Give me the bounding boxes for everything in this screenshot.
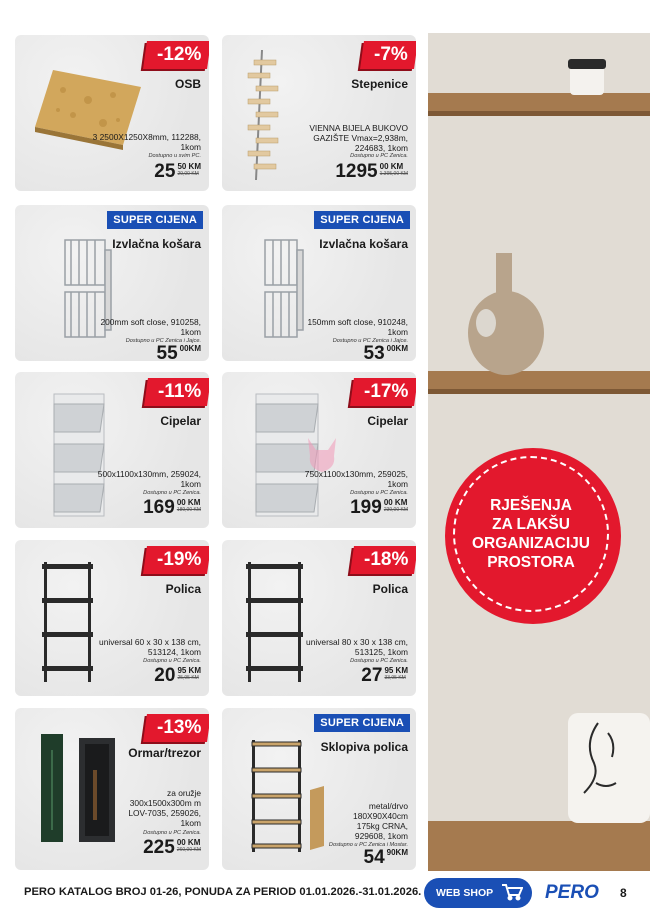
shelf-image xyxy=(40,560,100,690)
promo-line: ZA LAKŠU xyxy=(492,516,570,533)
price: 225 00 KM 260,00 KM xyxy=(143,837,201,858)
product-title: Sklopiva polica xyxy=(320,740,408,754)
price: 55 00KM xyxy=(156,343,201,361)
product-desc: metal/drvo 180X90X40cm 175kg CRNA, 929608, 1kom xyxy=(353,801,408,841)
price: 25 50 KM 29,00 KM xyxy=(154,161,201,182)
product-desc: 200mm soft close, 910258, 1kom xyxy=(100,317,201,337)
price: 53 00KM xyxy=(363,343,408,361)
product-desc: universal 60 x 30 x 138 cm, 513124, 1kom xyxy=(99,637,201,657)
product-desc: 750x1100x130mm, 259025, 1kom xyxy=(304,469,408,489)
product-card-sklopiva-polica[interactable] xyxy=(222,708,416,870)
pero-logo: PERO xyxy=(545,882,599,903)
product-title: OSB xyxy=(174,77,201,91)
footer xyxy=(0,876,650,912)
price: 20 95 KM 25,95 KM xyxy=(154,665,201,686)
price: 169 00 KM 189,00 KM xyxy=(143,497,201,518)
discount-badge: -11% xyxy=(144,378,209,406)
product-desc: universal 80 x 30 x 138 cm, 513125, 1kom xyxy=(306,637,408,657)
product-desc: 150mm soft close, 910248, 1kom xyxy=(307,317,408,337)
super-price-badge: SUPER CIJENA xyxy=(314,211,410,229)
shopping-cart-icon xyxy=(501,883,523,904)
product-card-izvlacna-kosara-150[interactable] xyxy=(222,205,416,361)
web-shop-label: WEB SHOP xyxy=(436,887,494,899)
product-title: Polica xyxy=(165,582,201,596)
product-card-cipelar-500[interactable] xyxy=(15,372,209,528)
product-card-cipelar-750[interactable] xyxy=(222,372,416,528)
availability: Dostupno u PC Zenica i Jajce. xyxy=(125,338,201,344)
page-number: 8 xyxy=(620,886,627,900)
price: 54 90KM xyxy=(363,847,408,868)
product-card-ormar-trezor[interactable] xyxy=(15,708,209,870)
product-title: Polica xyxy=(372,582,408,596)
discount-badge: -7% xyxy=(360,41,416,69)
product-card-polica-60[interactable] xyxy=(15,540,209,696)
shoe-cabinet-image xyxy=(50,390,110,525)
discount-badge: -18% xyxy=(350,546,416,574)
stairs-image xyxy=(234,45,294,190)
product-title: Cipelar xyxy=(160,414,201,428)
catalog-period-text: PERO KATALOG BROJ 01-26, PONUDA ZA PERIOD 01.01.2026.-31.01.2026. xyxy=(24,886,422,898)
discount-badge: -13% xyxy=(143,714,209,742)
promo-line: ORGANIZACIJU xyxy=(472,535,590,552)
availability: Dostupno u PC Zenica. xyxy=(143,490,201,496)
discount-badge: -17% xyxy=(350,378,416,406)
product-title: Stepenice xyxy=(351,77,408,91)
promo-line: PROSTORA xyxy=(487,554,575,571)
product-title: Izvlačna košara xyxy=(112,237,201,251)
super-price-badge: SUPER CIJENA xyxy=(107,211,203,229)
price: 1295 00 KM 1.395,00 KM xyxy=(335,161,408,182)
shelf-image xyxy=(244,560,309,690)
super-price-badge: SUPER CIJENA xyxy=(314,714,410,732)
web-shop-button[interactable] xyxy=(424,878,532,908)
product-desc: VIENNA BIJELA BUKOVO GAZIŠTE Vmax=2,938m, 224683, 1kom xyxy=(309,123,408,153)
availability: Dostupno u PC Zenica. xyxy=(143,658,201,664)
promo-line: RJEŠENJA xyxy=(490,497,572,514)
availability: Dostupno u PC Zenica. xyxy=(350,490,408,496)
availability: Dostupno u PC Zenica. xyxy=(143,830,201,836)
availability: Dostupno u PC Zenica. xyxy=(350,153,408,159)
product-desc: za oružje 300x1500x300m m LOV-7035, 259026, 1kom xyxy=(128,788,201,828)
price: 199 00 KM 239,00 KM xyxy=(350,497,408,518)
product-desc: 500x1100x130mm, 259024, 1kom xyxy=(97,469,201,489)
availability: Dostupno u PC Zenica. xyxy=(350,658,408,664)
product-title: Ormar/trezor xyxy=(128,746,201,760)
availability: Dostupno u PC Zenica i Mostar. xyxy=(328,842,408,848)
product-card-osb[interactable] xyxy=(15,35,209,191)
product-title: Cipelar xyxy=(367,414,408,428)
discount-badge: -19% xyxy=(143,546,209,574)
availability: Dostupno u PC Zenica i Jajce. xyxy=(332,338,408,344)
product-card-polica-80[interactable] xyxy=(222,540,416,696)
product-title: Izvlačna košara xyxy=(319,237,408,251)
price: 27 95 KM 33,95 KM xyxy=(361,665,408,686)
promo-circle-badge xyxy=(445,448,621,624)
product-desc: 3 2500X1250X8mm, 112288, 1kom xyxy=(92,132,201,152)
availability: Dostupno u svim PC. xyxy=(148,153,201,159)
product-card-stepenice[interactable] xyxy=(222,35,416,191)
product-card-izvlacna-kosara-200[interactable] xyxy=(15,205,209,361)
discount-badge: -12% xyxy=(143,41,209,69)
